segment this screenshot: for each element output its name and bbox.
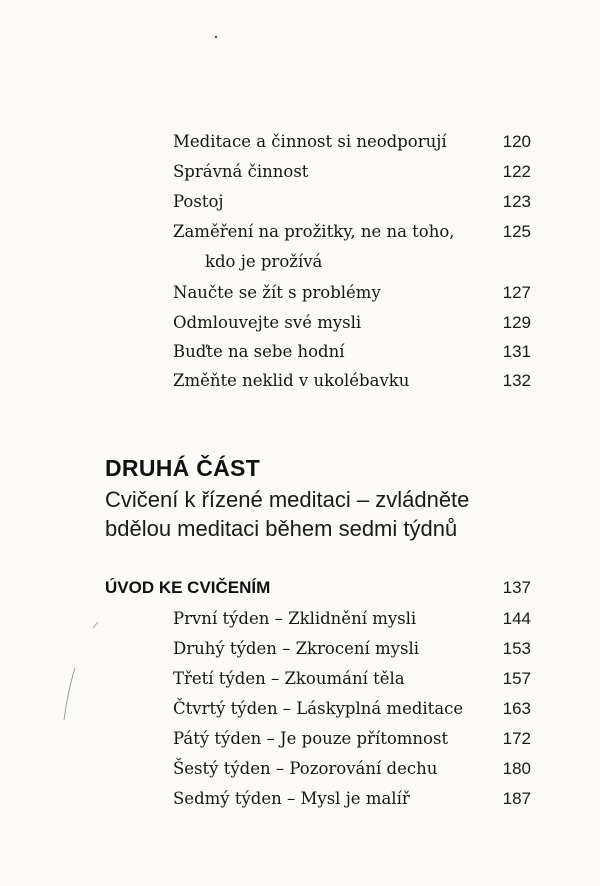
toc-entry-page: 123: [502, 192, 531, 211]
toc-entry-title: Správná činnost: [173, 162, 309, 181]
toc-entry-title: Pátý týden – Je pouze přítomnost: [173, 729, 449, 748]
toc-entry-title: Zaměření na prožitky, ne na toho,: [173, 222, 455, 241]
toc-entry: [0, 192, 600, 222]
toc-entry-title: Meditace a činnost si neodporují: [173, 132, 447, 151]
toc-entry-title: Naučte se žít s problémy: [173, 283, 381, 302]
toc-entry-page: 122: [502, 162, 531, 181]
toc-entry-title: Třetí týden – Zkoumání těla: [173, 669, 405, 688]
toc-entry-page: 131: [502, 342, 531, 361]
toc-entry-page: 129: [502, 313, 531, 332]
part-subtitle-line2: bdělou meditaci během sedmi týdnů: [105, 516, 458, 541]
toc-entry: [0, 222, 600, 252]
toc-entry-page: 120: [502, 132, 531, 151]
toc-entry: [0, 639, 600, 669]
part-title: DRUHÁ ČÁST: [105, 455, 261, 481]
toc-entry-title: První týden – Zklidnění mysli: [173, 609, 417, 628]
toc-entry: [0, 371, 600, 401]
section-title: ÚVOD KE CVIČENÍM: [105, 578, 271, 597]
toc-entry: [0, 283, 600, 313]
toc-entry-page: 172: [502, 729, 531, 748]
toc-entry-title: Postoj: [173, 192, 224, 211]
toc-entry-page: 157: [502, 669, 531, 688]
toc-entry: [0, 132, 600, 162]
toc-entry-continuation: [0, 252, 600, 282]
toc-entry-title: Změňte neklid v ukolébavku: [173, 371, 410, 390]
toc-entry: [0, 789, 600, 819]
toc-entry: [0, 669, 600, 699]
toc-entry-title: kdo je prožívá: [205, 252, 323, 271]
toc-entry-page: 153: [502, 639, 531, 658]
toc-entry-title: Odmlouvejte své mysli: [173, 313, 362, 332]
toc-entry-page: 144: [502, 609, 531, 628]
toc-entry-page: 127: [502, 283, 531, 302]
section-page: 137: [502, 578, 531, 597]
toc-entry: [0, 342, 600, 372]
toc-entry-page: 125: [502, 222, 531, 241]
toc-entry: [0, 609, 600, 639]
toc-entry-title: Šestý týden – Pozorování dechu: [173, 759, 438, 778]
part-subtitle-line1: Cvičení k řízené meditaci – zvládněte: [105, 487, 470, 512]
toc-entry: [0, 729, 600, 759]
toc-entry-page: 180: [502, 759, 531, 778]
toc-entry: [0, 699, 600, 729]
toc-entry: [0, 313, 600, 343]
toc-entry-title: Druhý týden – Zkrocení mysli: [173, 639, 420, 658]
toc-entry-page: 132: [502, 371, 531, 390]
toc-entry-page: 187: [502, 789, 531, 808]
toc-entry-title: Čtvrtý týden – Láskyplná meditace: [173, 699, 464, 718]
toc-entry: [0, 759, 600, 789]
toc-entry: [0, 162, 600, 192]
toc-entry-title: Sedmý týden – Mysl je malíř: [173, 789, 410, 808]
toc-entry-title: Buďte na sebe hodní: [173, 342, 345, 361]
toc-entry-page: 163: [502, 699, 531, 718]
